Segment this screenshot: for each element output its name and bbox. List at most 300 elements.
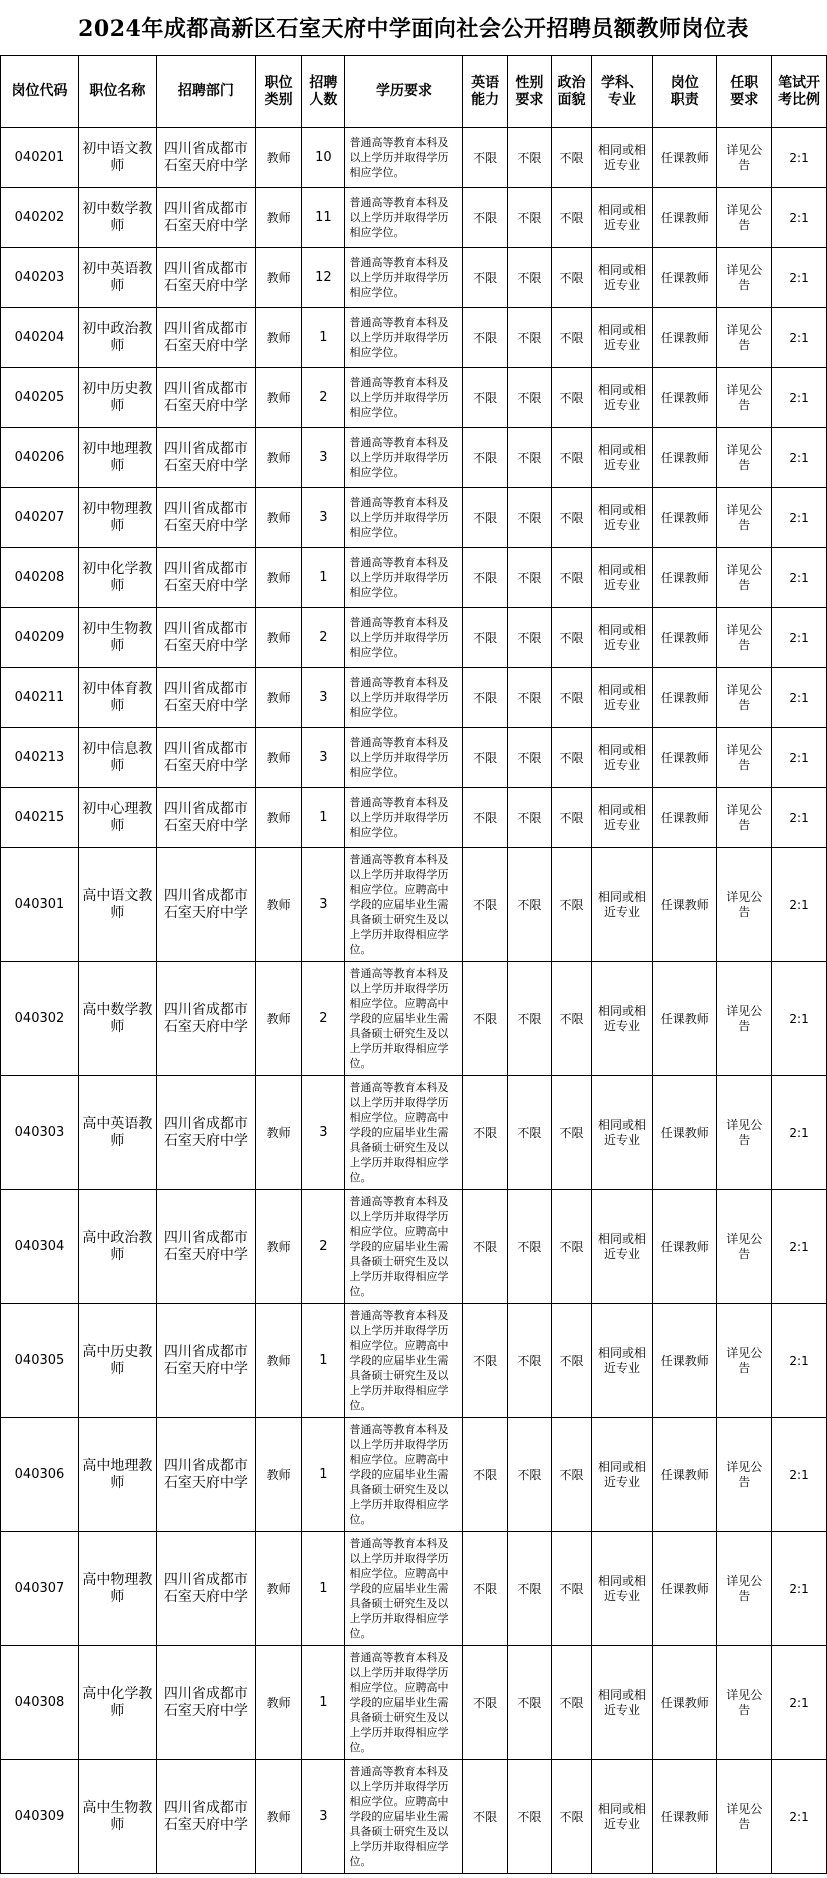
position-name-cell: 初中语文教师 <box>78 128 156 188</box>
department-cell: 四川省成都市石室天府中学 <box>156 1304 255 1418</box>
duty-cell: 任课教师 <box>653 1076 717 1190</box>
exam-ratio-cell: 2:1 <box>772 1076 827 1190</box>
category-cell: 教师 <box>255 788 301 848</box>
position-code-cell: 040303 <box>1 1076 79 1190</box>
major-cell: 相同或相近专业 <box>592 1532 653 1646</box>
table-row <box>1 128 827 188</box>
department-cell: 四川省成都市石室天府中学 <box>156 962 255 1076</box>
education-cell: 普通高等教育本科及以上学历并取得学历相应学位。 <box>345 668 463 728</box>
english-cell: 不限 <box>463 1304 507 1418</box>
duty-cell: 任课教师 <box>653 668 717 728</box>
politics-cell: 不限 <box>551 848 591 962</box>
major-cell: 相同或相近专业 <box>592 668 653 728</box>
politics-cell: 不限 <box>551 1532 591 1646</box>
position-code-cell: 040202 <box>1 188 79 248</box>
category-cell: 教师 <box>255 1076 301 1190</box>
exam-ratio-cell: 2:1 <box>772 548 827 608</box>
english-cell: 不限 <box>463 1532 507 1646</box>
english-cell: 不限 <box>463 488 507 548</box>
english-cell: 不限 <box>463 608 507 668</box>
politics-cell: 不限 <box>551 1760 591 1874</box>
english-cell: 不限 <box>463 1418 507 1532</box>
position-name-cell: 初中英语教师 <box>78 248 156 308</box>
requirement-cell: 详见公告 <box>717 1076 772 1190</box>
education-cell: 普通高等教育本科及以上学历并取得学历相应学位。 <box>345 488 463 548</box>
politics-cell: 不限 <box>551 1304 591 1418</box>
department-cell: 四川省成都市石室天府中学 <box>156 1190 255 1304</box>
position-name-cell: 高中地理教师 <box>78 1418 156 1532</box>
education-cell: 普通高等教育本科及以上学历并取得学历相应学位。 <box>345 188 463 248</box>
exam-ratio-cell: 2:1 <box>772 848 827 962</box>
requirement-cell: 详见公告 <box>717 788 772 848</box>
exam-ratio-cell: 2:1 <box>772 188 827 248</box>
gender-cell: 不限 <box>507 788 551 848</box>
header-label: 职位类别 <box>264 74 293 108</box>
header-cell: 学历要求 <box>345 56 463 128</box>
header-label: 学科、专业 <box>601 74 644 108</box>
position-code-cell: 040208 <box>1 548 79 608</box>
major-cell: 相同或相近专业 <box>592 788 653 848</box>
education-cell: 普通高等教育本科及以上学历并取得学历相应学位。应聘高中学段的应届毕业生需具备硕士研究生及以上学历并取得相应学位。 <box>345 1190 463 1304</box>
department-cell: 四川省成都市石室天府中学 <box>156 608 255 668</box>
headcount-cell: 3 <box>302 1760 345 1874</box>
gender-cell: 不限 <box>507 1190 551 1304</box>
major-cell: 相同或相近专业 <box>592 608 653 668</box>
education-cell: 普通高等教育本科及以上学历并取得学历相应学位。 <box>345 128 463 188</box>
position-code-cell: 040206 <box>1 428 79 488</box>
politics-cell: 不限 <box>551 428 591 488</box>
department-cell: 四川省成都市石室天府中学 <box>156 1646 255 1760</box>
requirement-cell: 详见公告 <box>717 548 772 608</box>
table-row <box>1 308 827 368</box>
english-cell: 不限 <box>463 1190 507 1304</box>
category-cell: 教师 <box>255 962 301 1076</box>
position-code-cell: 040215 <box>1 788 79 848</box>
requirement-cell: 详见公告 <box>717 668 772 728</box>
exam-ratio-cell: 2:1 <box>772 788 827 848</box>
department-cell: 四川省成都市石室天府中学 <box>156 728 255 788</box>
department-cell: 四川省成都市石室天府中学 <box>156 668 255 728</box>
politics-cell: 不限 <box>551 962 591 1076</box>
header-label: 岗位职责 <box>670 74 699 108</box>
category-cell: 教师 <box>255 848 301 962</box>
duty-cell: 任课教师 <box>653 788 717 848</box>
education-cell: 普通高等教育本科及以上学历并取得学历相应学位。应聘高中学段的应届毕业生需具备硕士研究生及以上学历并取得相应学位。 <box>345 962 463 1076</box>
headcount-cell: 1 <box>302 1418 345 1532</box>
table-row <box>1 368 827 428</box>
department-cell: 四川省成都市石室天府中学 <box>156 188 255 248</box>
header-row <box>1 56 827 128</box>
english-cell: 不限 <box>463 668 507 728</box>
headcount-cell: 2 <box>302 962 345 1076</box>
category-cell: 教师 <box>255 128 301 188</box>
position-name-cell: 初中心理教师 <box>78 788 156 848</box>
english-cell: 不限 <box>463 1076 507 1190</box>
english-cell: 不限 <box>463 428 507 488</box>
major-cell: 相同或相近专业 <box>592 1646 653 1760</box>
education-cell: 普通高等教育本科及以上学历并取得学历相应学位。应聘高中学段的应届毕业生需具备硕士研究生及以上学历并取得相应学位。 <box>345 1304 463 1418</box>
gender-cell: 不限 <box>507 128 551 188</box>
major-cell: 相同或相近专业 <box>592 1418 653 1532</box>
category-cell: 教师 <box>255 248 301 308</box>
politics-cell: 不限 <box>551 788 591 848</box>
category-cell: 教师 <box>255 728 301 788</box>
headcount-cell: 2 <box>302 1190 345 1304</box>
category-cell: 教师 <box>255 1760 301 1874</box>
header-cell <box>255 56 301 128</box>
position-name-cell: 高中历史教师 <box>78 1304 156 1418</box>
gender-cell: 不限 <box>507 962 551 1076</box>
position-name-cell: 初中物理教师 <box>78 488 156 548</box>
category-cell: 教师 <box>255 488 301 548</box>
headcount-cell: 3 <box>302 668 345 728</box>
header-label: 英语能力 <box>471 74 500 108</box>
table-row <box>1 962 827 1076</box>
headcount-cell: 1 <box>302 1304 345 1418</box>
exam-ratio-cell: 2:1 <box>772 368 827 428</box>
gender-cell: 不限 <box>507 368 551 428</box>
position-code-cell: 040204 <box>1 308 79 368</box>
english-cell: 不限 <box>463 308 507 368</box>
header-label: 任职要求 <box>730 74 759 108</box>
duty-cell: 任课教师 <box>653 1190 717 1304</box>
header-cell: 岗位代码 <box>1 56 79 128</box>
requirement-cell: 详见公告 <box>717 1418 772 1532</box>
gender-cell: 不限 <box>507 1076 551 1190</box>
gender-cell: 不限 <box>507 1418 551 1532</box>
page-title: 2024年成都高新区石室天府中学面向社会公开招聘员额教师岗位表 <box>78 16 749 42</box>
header-cell <box>507 56 551 128</box>
education-cell: 普通高等教育本科及以上学历并取得学历相应学位。 <box>345 728 463 788</box>
category-cell: 教师 <box>255 1418 301 1532</box>
duty-cell: 任课教师 <box>653 548 717 608</box>
position-code-cell: 040307 <box>1 1532 79 1646</box>
table-row <box>1 1760 827 1874</box>
major-cell: 相同或相近专业 <box>592 248 653 308</box>
department-cell: 四川省成都市石室天府中学 <box>156 848 255 962</box>
exam-ratio-cell: 2:1 <box>772 608 827 668</box>
position-name-cell: 高中政治教师 <box>78 1190 156 1304</box>
requirement-cell: 详见公告 <box>717 368 772 428</box>
gender-cell: 不限 <box>507 1532 551 1646</box>
position-name-cell: 初中数学教师 <box>78 188 156 248</box>
position-name-cell: 初中政治教师 <box>78 308 156 368</box>
category-cell: 教师 <box>255 368 301 428</box>
headcount-cell: 3 <box>302 848 345 962</box>
table-row <box>1 1532 827 1646</box>
department-cell: 四川省成都市石室天府中学 <box>156 368 255 428</box>
headcount-cell: 1 <box>302 308 345 368</box>
position-code-cell: 040201 <box>1 128 79 188</box>
exam-ratio-cell: 2:1 <box>772 1304 827 1418</box>
major-cell: 相同或相近专业 <box>592 368 653 428</box>
department-cell: 四川省成都市石室天府中学 <box>156 548 255 608</box>
english-cell: 不限 <box>463 728 507 788</box>
education-cell: 普通高等教育本科及以上学历并取得学历相应学位。 <box>345 788 463 848</box>
requirement-cell: 详见公告 <box>717 1760 772 1874</box>
duty-cell: 任课教师 <box>653 488 717 548</box>
duty-cell: 任课教师 <box>653 128 717 188</box>
headcount-cell: 1 <box>302 1532 345 1646</box>
table-row <box>1 668 827 728</box>
exam-ratio-cell: 2:1 <box>772 1646 827 1760</box>
header-cell <box>463 56 507 128</box>
requirement-cell: 详见公告 <box>717 248 772 308</box>
header-cell: 职位名称 <box>78 56 156 128</box>
header-label: 笔试开考比例 <box>778 74 821 108</box>
politics-cell: 不限 <box>551 308 591 368</box>
duty-cell: 任课教师 <box>653 428 717 488</box>
table-row <box>1 1190 827 1304</box>
education-cell: 普通高等教育本科及以上学历并取得学历相应学位。 <box>345 368 463 428</box>
table-row <box>1 608 827 668</box>
department-cell: 四川省成都市石室天府中学 <box>156 1076 255 1190</box>
duty-cell: 任课教师 <box>653 188 717 248</box>
major-cell: 相同或相近专业 <box>592 308 653 368</box>
exam-ratio-cell: 2:1 <box>772 428 827 488</box>
english-cell: 不限 <box>463 962 507 1076</box>
title-row <box>0 0 827 55</box>
education-cell: 普通高等教育本科及以上学历并取得学历相应学位。应聘高中学段的应届毕业生需具备硕士研究生及以上学历并取得相应学位。 <box>345 1760 463 1874</box>
position-code-cell: 040203 <box>1 248 79 308</box>
education-cell: 普通高等教育本科及以上学历并取得学历相应学位。应聘高中学段的应届毕业生需具备硕士研究生及以上学历并取得相应学位。 <box>345 1532 463 1646</box>
requirement-cell: 详见公告 <box>717 848 772 962</box>
table-row <box>1 428 827 488</box>
position-name-cell: 初中体育教师 <box>78 668 156 728</box>
position-code-cell: 040304 <box>1 1190 79 1304</box>
position-name-cell: 初中历史教师 <box>78 368 156 428</box>
english-cell: 不限 <box>463 848 507 962</box>
department-cell: 四川省成都市石室天府中学 <box>156 1532 255 1646</box>
department-cell: 四川省成都市石室天府中学 <box>156 1760 255 1874</box>
header-cell: 招聘部门 <box>156 56 255 128</box>
table-row <box>1 788 827 848</box>
major-cell: 相同或相近专业 <box>592 1304 653 1418</box>
requirement-cell: 详见公告 <box>717 1190 772 1304</box>
position-code-cell: 040301 <box>1 848 79 962</box>
gender-cell: 不限 <box>507 1760 551 1874</box>
exam-ratio-cell: 2:1 <box>772 1760 827 1874</box>
major-cell: 相同或相近专业 <box>592 1760 653 1874</box>
position-name-cell: 高中生物教师 <box>78 1760 156 1874</box>
position-code-cell: 040213 <box>1 728 79 788</box>
exam-ratio-cell: 2:1 <box>772 1532 827 1646</box>
major-cell: 相同或相近专业 <box>592 728 653 788</box>
exam-ratio-cell: 2:1 <box>772 128 827 188</box>
exam-ratio-cell: 2:1 <box>772 488 827 548</box>
department-cell: 四川省成都市石室天府中学 <box>156 1418 255 1532</box>
table-row <box>1 548 827 608</box>
department-cell: 四川省成都市石室天府中学 <box>156 128 255 188</box>
exam-ratio-cell: 2:1 <box>772 1190 827 1304</box>
education-cell: 普通高等教育本科及以上学历并取得学历相应学位。 <box>345 608 463 668</box>
gender-cell: 不限 <box>507 1646 551 1760</box>
major-cell: 相同或相近专业 <box>592 128 653 188</box>
gender-cell: 不限 <box>507 188 551 248</box>
table-row <box>1 1418 827 1532</box>
gender-cell: 不限 <box>507 1304 551 1418</box>
requirement-cell: 详见公告 <box>717 428 772 488</box>
english-cell: 不限 <box>463 1646 507 1760</box>
table-body <box>1 128 827 1874</box>
headcount-cell: 3 <box>302 728 345 788</box>
politics-cell: 不限 <box>551 248 591 308</box>
duty-cell: 任课教师 <box>653 308 717 368</box>
department-cell: 四川省成都市石室天府中学 <box>156 248 255 308</box>
requirement-cell: 详见公告 <box>717 1304 772 1418</box>
table-row <box>1 1076 827 1190</box>
politics-cell: 不限 <box>551 368 591 428</box>
requirement-cell: 详见公告 <box>717 188 772 248</box>
duty-cell: 任课教师 <box>653 1760 717 1874</box>
category-cell: 教师 <box>255 668 301 728</box>
headcount-cell: 10 <box>302 128 345 188</box>
duty-cell: 任课教师 <box>653 248 717 308</box>
exam-ratio-cell: 2:1 <box>772 1418 827 1532</box>
position-code-cell: 040209 <box>1 608 79 668</box>
position-name-cell: 高中物理教师 <box>78 1532 156 1646</box>
table-row <box>1 1304 827 1418</box>
headcount-cell: 3 <box>302 428 345 488</box>
duty-cell: 任课教师 <box>653 368 717 428</box>
major-cell: 相同或相近专业 <box>592 488 653 548</box>
major-cell: 相同或相近专业 <box>592 848 653 962</box>
category-cell: 教师 <box>255 1646 301 1760</box>
politics-cell: 不限 <box>551 608 591 668</box>
requirement-cell: 详见公告 <box>717 1646 772 1760</box>
major-cell: 相同或相近专业 <box>592 962 653 1076</box>
header-label: 性别要求 <box>515 74 544 108</box>
duty-cell: 任课教师 <box>653 848 717 962</box>
headcount-cell: 11 <box>302 188 345 248</box>
requirement-cell: 详见公告 <box>717 488 772 548</box>
education-cell: 普通高等教育本科及以上学历并取得学历相应学位。应聘高中学段的应届毕业生需具备硕士研究生及以上学历并取得相应学位。 <box>345 1418 463 1532</box>
english-cell: 不限 <box>463 548 507 608</box>
headcount-cell: 1 <box>302 788 345 848</box>
header-label: 政治面貌 <box>557 74 586 108</box>
gender-cell: 不限 <box>507 728 551 788</box>
english-cell: 不限 <box>463 128 507 188</box>
category-cell: 教师 <box>255 1304 301 1418</box>
table-row <box>1 488 827 548</box>
duty-cell: 任课教师 <box>653 962 717 1076</box>
requirement-cell: 详见公告 <box>717 728 772 788</box>
gender-cell: 不限 <box>507 248 551 308</box>
header-label: 招聘人数 <box>309 74 338 108</box>
position-code-cell: 040309 <box>1 1760 79 1874</box>
headcount-cell: 3 <box>302 1076 345 1190</box>
table-row <box>1 848 827 962</box>
position-code-cell: 040308 <box>1 1646 79 1760</box>
positions-table <box>0 55 827 1874</box>
header-cell <box>772 56 827 128</box>
exam-ratio-cell: 2:1 <box>772 668 827 728</box>
politics-cell: 不限 <box>551 488 591 548</box>
politics-cell: 不限 <box>551 1076 591 1190</box>
position-code-cell: 040302 <box>1 962 79 1076</box>
politics-cell: 不限 <box>551 668 591 728</box>
major-cell: 相同或相近专业 <box>592 428 653 488</box>
position-code-cell: 040207 <box>1 488 79 548</box>
headcount-cell: 1 <box>302 1646 345 1760</box>
table-row <box>1 1646 827 1760</box>
department-cell: 四川省成都市石室天府中学 <box>156 428 255 488</box>
education-cell: 普通高等教育本科及以上学历并取得学历相应学位。 <box>345 428 463 488</box>
category-cell: 教师 <box>255 1190 301 1304</box>
politics-cell: 不限 <box>551 1646 591 1760</box>
position-name-cell: 初中信息教师 <box>78 728 156 788</box>
position-code-cell: 040306 <box>1 1418 79 1532</box>
position-code-cell: 040305 <box>1 1304 79 1418</box>
duty-cell: 任课教师 <box>653 728 717 788</box>
table-row <box>1 188 827 248</box>
category-cell: 教师 <box>255 308 301 368</box>
politics-cell: 不限 <box>551 1190 591 1304</box>
english-cell: 不限 <box>463 188 507 248</box>
duty-cell: 任课教师 <box>653 1646 717 1760</box>
education-cell: 普通高等教育本科及以上学历并取得学历相应学位。 <box>345 548 463 608</box>
requirement-cell: 详见公告 <box>717 962 772 1076</box>
position-code-cell: 040211 <box>1 668 79 728</box>
position-name-cell: 初中生物教师 <box>78 608 156 668</box>
major-cell: 相同或相近专业 <box>592 1190 653 1304</box>
requirement-cell: 详见公告 <box>717 1532 772 1646</box>
politics-cell: 不限 <box>551 128 591 188</box>
politics-cell: 不限 <box>551 188 591 248</box>
education-cell: 普通高等教育本科及以上学历并取得学历相应学位。应聘高中学段的应届毕业生需具备硕士研究生及以上学历并取得相应学位。 <box>345 1646 463 1760</box>
gender-cell: 不限 <box>507 308 551 368</box>
gender-cell: 不限 <box>507 548 551 608</box>
politics-cell: 不限 <box>551 1418 591 1532</box>
position-name-cell: 高中化学教师 <box>78 1646 156 1760</box>
headcount-cell: 12 <box>302 248 345 308</box>
position-name-cell: 初中地理教师 <box>78 428 156 488</box>
politics-cell: 不限 <box>551 728 591 788</box>
position-code-cell: 040205 <box>1 368 79 428</box>
gender-cell: 不限 <box>507 848 551 962</box>
english-cell: 不限 <box>463 1760 507 1874</box>
category-cell: 教师 <box>255 188 301 248</box>
gender-cell: 不限 <box>507 428 551 488</box>
position-name-cell: 初中化学教师 <box>78 548 156 608</box>
headcount-cell: 1 <box>302 548 345 608</box>
position-name-cell: 高中英语教师 <box>78 1076 156 1190</box>
exam-ratio-cell: 2:1 <box>772 308 827 368</box>
education-cell: 普通高等教育本科及以上学历并取得学历相应学位。 <box>345 248 463 308</box>
header-cell <box>302 56 345 128</box>
education-cell: 普通高等教育本科及以上学历并取得学历相应学位。应聘高中学段的应届毕业生需具备硕士研究生及以上学历并取得相应学位。 <box>345 848 463 962</box>
requirement-cell: 详见公告 <box>717 608 772 668</box>
gender-cell: 不限 <box>507 608 551 668</box>
exam-ratio-cell: 2:1 <box>772 962 827 1076</box>
education-cell: 普通高等教育本科及以上学历并取得学历相应学位。应聘高中学段的应届毕业生需具备硕士研究生及以上学历并取得相应学位。 <box>345 1076 463 1190</box>
category-cell: 教师 <box>255 608 301 668</box>
english-cell: 不限 <box>463 248 507 308</box>
duty-cell: 任课教师 <box>653 1532 717 1646</box>
header-cell <box>551 56 591 128</box>
category-cell: 教师 <box>255 548 301 608</box>
headcount-cell: 2 <box>302 608 345 668</box>
exam-ratio-cell: 2:1 <box>772 248 827 308</box>
position-name-cell: 高中数学教师 <box>78 962 156 1076</box>
duty-cell: 任课教师 <box>653 1304 717 1418</box>
header-cell <box>717 56 772 128</box>
headcount-cell: 3 <box>302 488 345 548</box>
header-cell <box>592 56 653 128</box>
english-cell: 不限 <box>463 368 507 428</box>
department-cell: 四川省成都市石室天府中学 <box>156 788 255 848</box>
gender-cell: 不限 <box>507 668 551 728</box>
